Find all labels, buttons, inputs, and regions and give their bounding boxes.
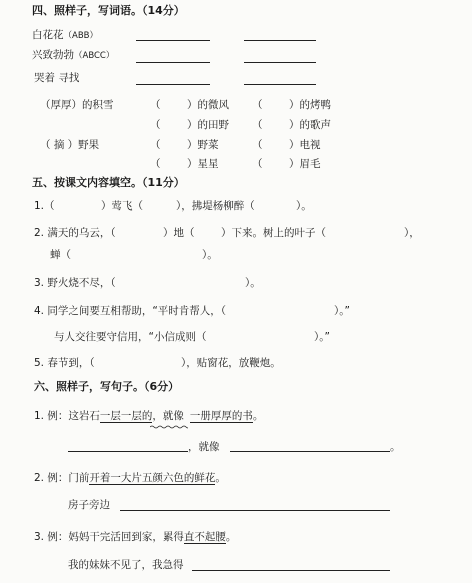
fill-row-item[interactable]: ）的烤鸭 bbox=[289, 99, 331, 111]
answer-line[interactable] bbox=[136, 62, 210, 63]
q2-a: 2. 满天的乌云，（ bbox=[34, 227, 116, 239]
q2-b: ）地（ bbox=[163, 227, 195, 239]
open-paren: （ bbox=[150, 158, 161, 170]
open-paren: （ bbox=[252, 119, 263, 131]
answer-line[interactable] bbox=[192, 570, 390, 571]
fill-row-item[interactable]: ）眉毛 bbox=[289, 158, 321, 170]
q2b-b: ）。 bbox=[202, 249, 218, 261]
answer-line[interactable] bbox=[244, 62, 316, 63]
fill-row-item[interactable]: ）星星 bbox=[187, 158, 219, 170]
fill-row-prefix: （厚厚）的积雪 bbox=[40, 99, 114, 111]
section4-title: 四、照样子，写词语。（14分） bbox=[32, 4, 185, 17]
open-paren: （ bbox=[252, 139, 263, 151]
answer-line[interactable] bbox=[68, 451, 188, 452]
open-paren: （ bbox=[150, 139, 161, 151]
fill-row-item[interactable]: ）电视 bbox=[289, 139, 321, 151]
q4b-b: ）。” bbox=[314, 331, 330, 343]
answer1-mid: ，就像 bbox=[188, 441, 220, 453]
q2b-a: 蝉（ bbox=[50, 249, 71, 261]
example2-word: 兴致勃勃（ABCC） bbox=[32, 49, 115, 61]
q1-a: 1.（ bbox=[34, 200, 55, 212]
q3-b: ）。 bbox=[245, 277, 261, 289]
example-sentence-3: 3. 例：妈妈干完活回到家，累得直不起腰。 bbox=[34, 531, 237, 543]
answer-line[interactable] bbox=[120, 510, 390, 511]
wavy-underline bbox=[150, 425, 188, 429]
section5-title: 五、按课文内容填空。（11分） bbox=[32, 176, 185, 189]
fill-row-item[interactable]: ）的田野 bbox=[187, 119, 229, 131]
answer-line[interactable] bbox=[244, 84, 316, 85]
open-paren: （ bbox=[150, 99, 161, 111]
answer3-start: 我的妹妹不见了，我急得 bbox=[68, 559, 184, 571]
fill-row-item[interactable]: ）的歌声 bbox=[289, 119, 331, 131]
open-paren: （ bbox=[252, 99, 263, 111]
answer-line[interactable] bbox=[136, 40, 210, 41]
open-paren: （ bbox=[252, 158, 263, 170]
example3-word: 哭着 寻找 bbox=[34, 72, 80, 84]
q4-a: 4. 同学之间要互相帮助，“平时肯帮人，（ bbox=[34, 305, 227, 317]
q5-b: ），贴窗花，放鞭炮。 bbox=[181, 357, 281, 369]
answer-line[interactable] bbox=[244, 40, 316, 41]
fill-row-item[interactable]: ）的微风 bbox=[187, 99, 229, 111]
answer2-start: 房子旁边 bbox=[68, 499, 110, 511]
q2-c: ）下来。树上的叶子（ bbox=[221, 227, 326, 239]
answer-line[interactable] bbox=[136, 84, 210, 85]
q3-a: 3. 野火烧不尽，（ bbox=[34, 277, 116, 289]
answer-line[interactable] bbox=[230, 451, 390, 452]
q4-b: ）。” bbox=[334, 305, 350, 317]
example1-word: 白花花（ABB） bbox=[32, 29, 98, 41]
section6-title: 六、照样子，写句子。（6分） bbox=[34, 380, 180, 393]
answer1-end: 。 bbox=[390, 441, 401, 453]
q1-d: ）。 bbox=[296, 200, 312, 212]
q1-c: ），拂堤杨柳醉（ bbox=[176, 200, 255, 212]
q5-a: 5. 春节到，（ bbox=[34, 357, 95, 369]
example-sentence-1: 1. 例：这岩石一层一层的，就像 一册厚厚的书。 bbox=[34, 410, 264, 422]
open-paren: （ bbox=[150, 119, 161, 131]
fill-row-item[interactable]: ）野菜 bbox=[187, 139, 219, 151]
q1-b: ）莺飞（ bbox=[101, 200, 143, 212]
fill-row-prefix: （ 摘 ）野果 bbox=[40, 139, 100, 151]
q4b-a: 与人交往要守信用，“小信成则（ bbox=[54, 331, 207, 343]
q2-d: ）， bbox=[404, 227, 420, 239]
example-sentence-2: 2. 例：门前开着一大片五颜六色的鲜花。 bbox=[34, 472, 226, 484]
